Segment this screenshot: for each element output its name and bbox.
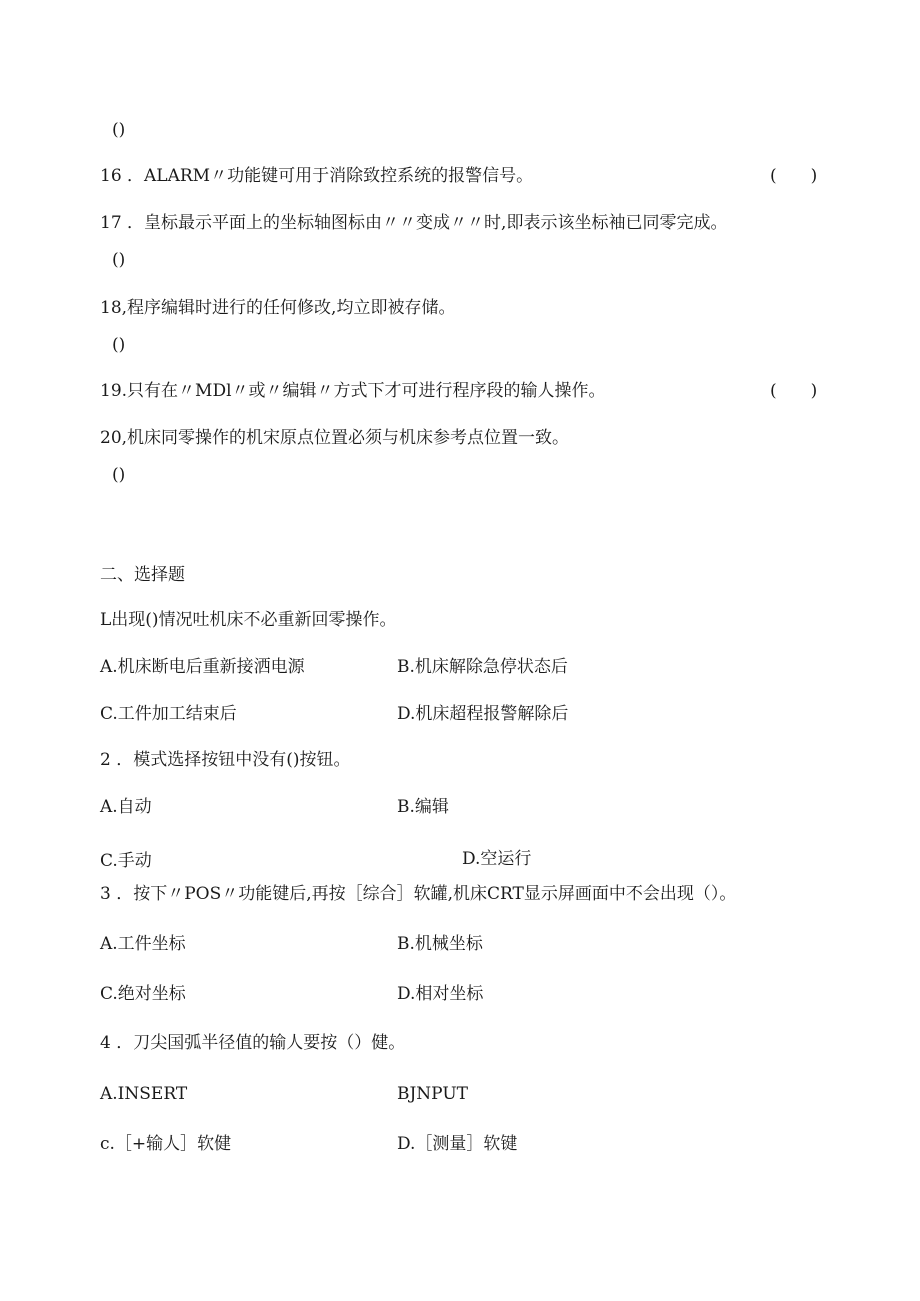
mc-q2-option-b: B.编辑 bbox=[397, 797, 449, 817]
q20-answer-paren: () bbox=[112, 465, 126, 485]
q15-answer-paren: () bbox=[112, 120, 126, 140]
question-18: 18,程序编辑时进行的任何修改,均立即被存储。 bbox=[100, 298, 456, 318]
mc-q2-option-a: A.自动 bbox=[100, 797, 152, 817]
mc-question-4: 4 ．刀尖国弧半径值的输人要按（）健。 bbox=[100, 1033, 406, 1053]
question-20: 20,机床同零操作的机宋原点位置必须与机床参考点位置一致。 bbox=[100, 428, 570, 448]
mc-q1-option-a: A.机床断电后重新接洒电源 bbox=[100, 657, 305, 677]
question-16: 16 ．ALARM〃功能键可用于消除致控系统的报警信号。 bbox=[100, 166, 534, 186]
question-17: 17 ．皇标最示平面上的坐标轴图标由〃〃变成〃〃时,即表示该坐标袖已同零完成。 bbox=[100, 213, 728, 233]
mc-q2-option-c: C.手动 bbox=[100, 851, 152, 871]
mc-q1-option-c: C.工件加工结束后 bbox=[100, 704, 237, 724]
mc-q3-option-a: A.工件坐标 bbox=[100, 934, 186, 954]
mc-q1-option-d: D.机床超程报警解除后 bbox=[397, 704, 569, 724]
mc-q3-option-d: D.相对坐标 bbox=[397, 984, 484, 1004]
mc-q2-option-d: D.空运行 bbox=[462, 849, 532, 869]
q17-answer-paren: () bbox=[112, 250, 126, 270]
mc-q3-option-c: C.绝对坐标 bbox=[100, 984, 186, 1004]
mc-q3-option-b: B.机械坐标 bbox=[397, 934, 483, 954]
mc-q4-option-d: D.［测量］软键 bbox=[397, 1134, 518, 1154]
q18-answer-paren: () bbox=[112, 335, 126, 355]
mc-question-3: 3 ．按下〃POS〃功能键后,再按［综合］软罐,机床CRT显示屏画面中不会出现（）。 bbox=[100, 884, 737, 904]
mc-q4-option-c: c.［+输人］软健 bbox=[100, 1134, 232, 1154]
mc-q1-option-b: B.机床解除急停状态后 bbox=[397, 657, 568, 677]
q19-answer-paren: ( ) bbox=[770, 381, 818, 401]
mc-q4-option-b: BJNPUT bbox=[397, 1084, 468, 1104]
q16-answer-paren: ( ) bbox=[770, 166, 818, 186]
mc-question-1: L出现()情况吐机床不必重新回零操作。 bbox=[100, 610, 397, 630]
mc-q4-option-a: A.INSERT bbox=[100, 1084, 188, 1104]
mc-question-2: 2 ．模式选择按钮中没有()按钮。 bbox=[100, 750, 351, 770]
question-19: 19.只有在〃MDl〃或〃编辑〃方式下才可进行程序段的输人操作。 bbox=[100, 381, 606, 401]
section-title: 二、选择题 bbox=[100, 565, 185, 585]
